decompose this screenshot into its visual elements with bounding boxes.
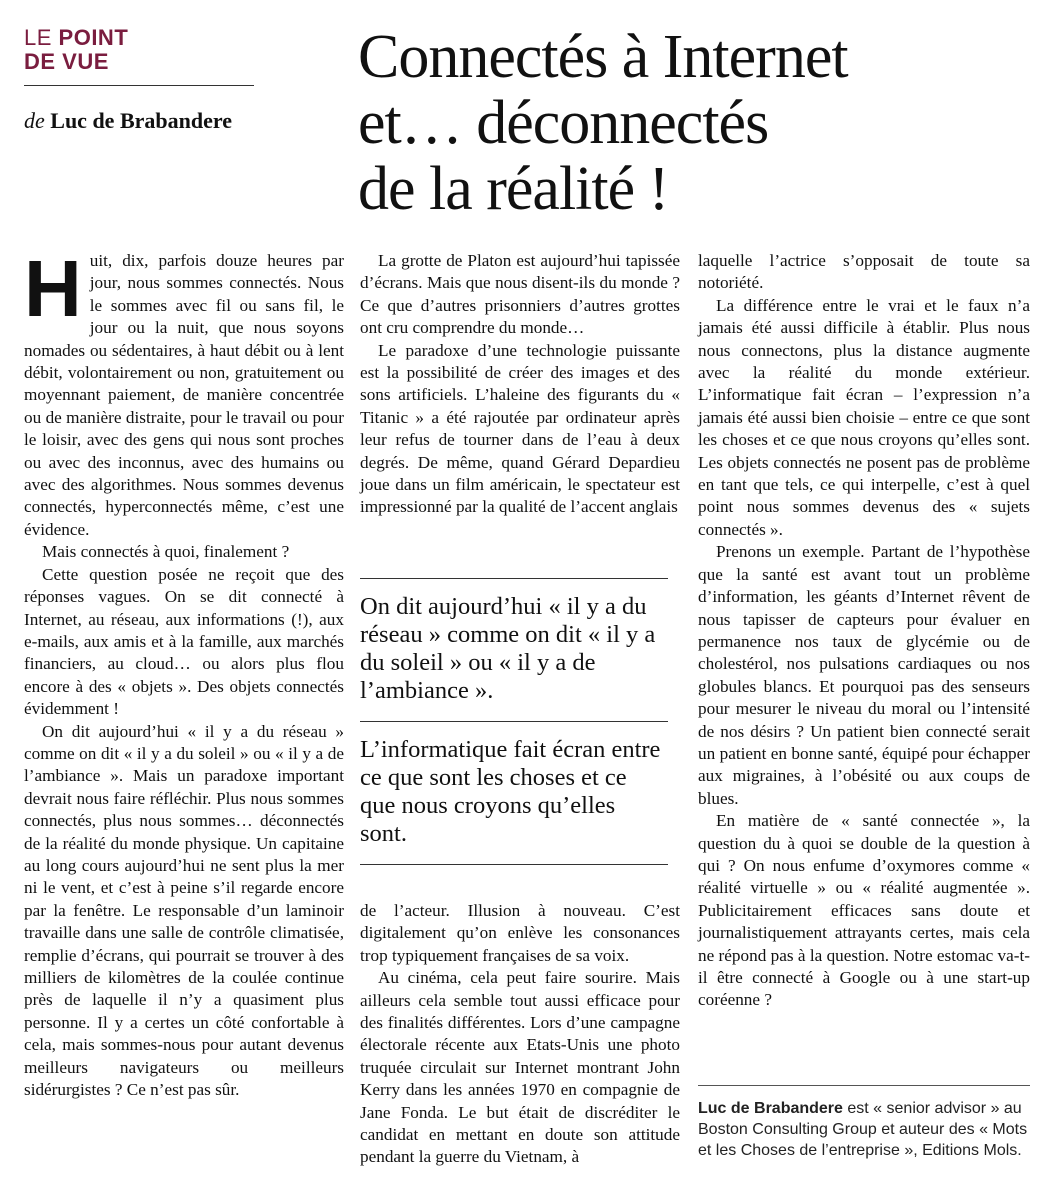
paragraph: Prenons un exemple. Partant de l’hypothèse que la santé est avant tout un problème d’information, les géants d’Internet rêvent de nous tapisser de capteurs pour évaluer en permanence nos taux de glycémie ou de cholestérol, nos pulsations cardiaques ou nos globules blancs. Et pourquoi pas des senseurs pour mesurer le niveau du moral ou l’intensité de nos désirs ? Un patient bien connecté serait un patient en bonne santé, équipé pour échapper aux migraines, à l’obésité ou aux coups de blues.: [698, 542, 1030, 808]
rubric-line1: [24, 25, 128, 50]
pull-quote-1: On dit aujourd’hui « il y a du réseau » comme on dit « il y a du soleil » ou « il y a de l’ambiance ».: [360, 593, 656, 704]
headline: [358, 24, 1038, 222]
headline-line3: de la réalité !: [358, 155, 669, 223]
paragraph: Au cinéma, cela peut faire sourire. Mais ailleurs cela semble tout aussi efficace pour des finalités différentes. Lors d’une campagne électorale récente aux Etats-Unis une photo truquée circulait sur Internet montrant John Kerry dans les années 1970 en compagnie de Jane Fonda. Le but était de discréditer le candidat en mettant en doute son attitude pendant la guerre du Vietnam, à: [360, 968, 680, 1167]
paragraph: Mais connectés à quoi, finalement ?: [42, 542, 290, 562]
quote-rule: [360, 578, 668, 579]
column-3: [698, 250, 1030, 1012]
bio-divider: [698, 1085, 1030, 1086]
column-2-bottom: [360, 900, 680, 1169]
paragraph: On dit aujourd’hui « il y a du réseau » comme on dit « il y a du soleil » ou « il y a de l’ambiance ». Mais un paradoxe important devrait nous faire réfléchir. Plus nous sommes connectés, plus nous sommes… déconnectés de la réalité du monde physique. Un capitaine au long cours aujourd’hui ne sent plus la mer ni le vent, et c’est à peine s’il regarde encore par la fenêtre. Le responsable d’un laminoir travaille dans une salle de contrôle climatisée, remplie d’écrans, qui pourrait se trouver à des milliers de kilomètres de la coulée continue près de laquelle il n’y a quasiment plus personne. Il y a certes un côté confortable à cela, mais sommes-nous pour autant devenus meilleurs navigateurs ou meilleurs sidérurgistes ? Ce n’est pas sûr.: [24, 721, 344, 1100]
author-bio: [698, 1098, 1030, 1161]
bio-name: Luc de Brabandere: [698, 1100, 843, 1117]
byline-author: Luc de Brabandere: [50, 108, 232, 133]
rubric-le: LE: [24, 25, 59, 50]
paragraph: La grotte de Platon est aujourd’hui tapissée d’écrans. Mais que nous disent-ils du monde ? Ce que d’autres prisonniers d’autres grottes ont cru comprendre du monde…: [360, 251, 680, 338]
paragraph-text: uit, dix, parfois douze heures par jour, nous sommes connectés. Nous le sommes avec fil ou sans fil, le jour ou la nuit, que nous soyons nomades ou sédentaires, à haut débit ou à lent débit, volontairement ou non, gratuitement ou moyennant paiement, de manière concentrée ou de manière distraite, pour le travail ou pour le loisir, avec des gens qui nous sont proches ou avec des inconnus, avec des humains ou avec des algorithmes. Nous sommes devenus connectés, hyperconnectés même, c’est une évidence.: [24, 251, 344, 539]
rubric-line2: DE VUE: [24, 49, 109, 74]
paragraph: laquelle l’actrice s’opposait de toute sa notoriété.: [698, 251, 1030, 293]
headline-line2: et… déconnectés: [358, 89, 769, 157]
quote-rule: [360, 864, 668, 865]
column-1: [24, 244, 344, 1101]
pull-quotes: [360, 578, 668, 865]
column-2-top: [360, 250, 680, 519]
pull-quote-2: L’informatique fait écran entre ce que sont les choses et ce que nous croyons qu’elles sont.: [360, 736, 661, 847]
rubric-point: POINT: [58, 25, 129, 50]
paragraph: En matière de « santé connectée », la question du à quoi se double de la question à qui ? On nous enfume d’oxymores comme « réalité virtuelle » ou « réalité augmentée ». Publicitairement efficaces sans doute et journalistiquement attrayants certes, mais cela ne répond pas à la question. Notre estomac va-t-il être connecté à Google ou à une start-up coréenne ?: [698, 811, 1030, 1010]
paragraph: Cette question posée ne reçoit que des réponses vagues. On se dit connecté à Internet, au réseau, aux informations (!), aux e-mails, aux amis et à la famille, aux marchés financiers, au cloud… ou alors plus flou encore à des « objets ». Des objets connectés évidemment !: [24, 564, 344, 719]
quote-rule: [360, 721, 668, 722]
dropcap: H: [24, 244, 82, 333]
top-divider: [24, 85, 254, 86]
paragraph: [24, 244, 344, 541]
paragraph: de l’acteur. Illusion à nouveau. C’est digitalement qu’on enlève les consonances trop typiquement françaises de sa voix.: [360, 901, 680, 965]
section-rubric: [24, 26, 174, 74]
byline: [24, 108, 324, 134]
paragraph: Le paradoxe d’une technologie puissante est la possibilité de créer des images et des sons artificiels. L’haleine des figurants du « Titanic » a été rajoutée par ordinateur après leur refus de tourner dans de l’eau à deux degrés. De même, quand Gérard Depardieu joue dans un film américain, le spectateur est impressionné par la qualité de l’accent anglais: [360, 340, 680, 517]
bio-text: est « senior advisor » au Boston Consulting Group et auteur des « Mots et les Choses de l’entreprise », Editions Mols.: [698, 1100, 1028, 1159]
byline-prefix: de: [24, 108, 45, 133]
headline-line1: Connectés à Internet: [358, 23, 848, 91]
paragraph: La différence entre le vrai et le faux n’a jamais été aussi difficile à établir. Plus nous nous connectons, plus la distance augmente avec la réalité du monde extérieur. L’informatique fait écran – l’expression n’a jamais été aussi bien choisie – entre ce que sont les choses et ce que nous croyons qu’elles sont. Les objets connectés ne posent pas de problème en tant que tels, ce qui interpelle, c’est à quel point nous sommes devenus des « sujets connectés ».: [698, 295, 1030, 539]
